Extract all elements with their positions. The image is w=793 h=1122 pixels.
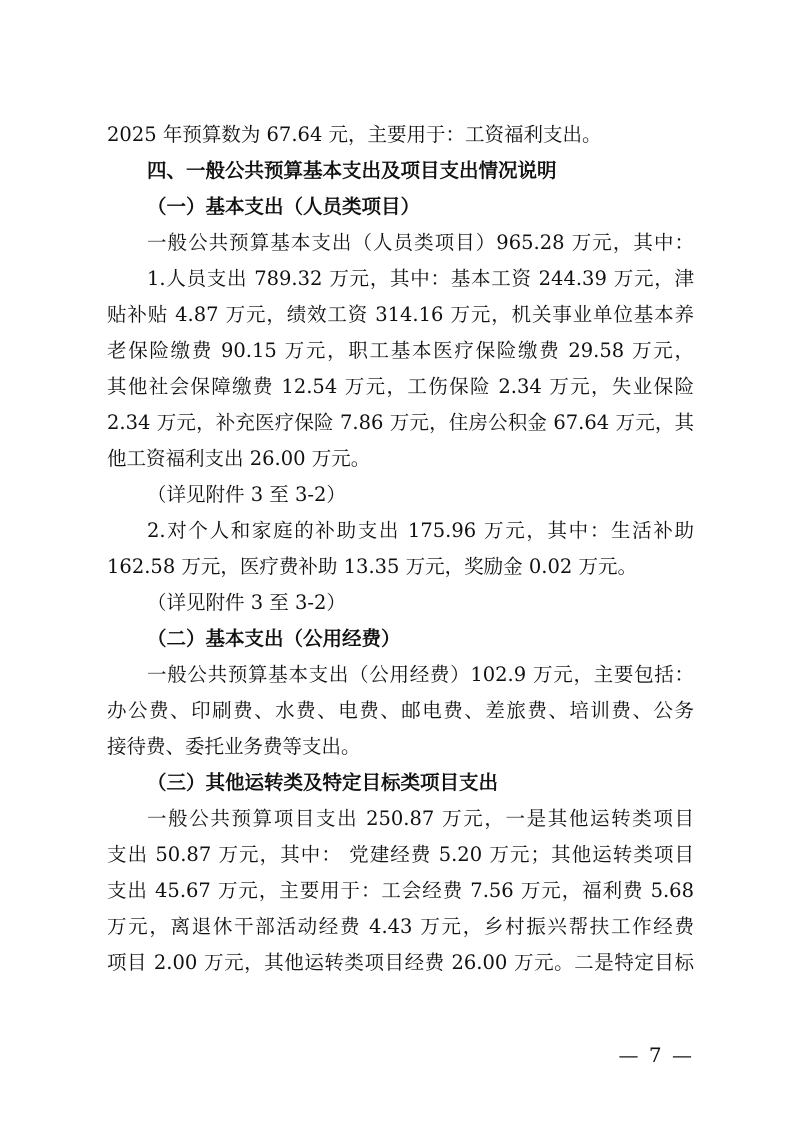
- paragraph-line: 一般公共预算基本支出（人员类项目）965.28 万元，其中：: [147, 231, 694, 254]
- page-number: — 7 —: [618, 1043, 694, 1067]
- paragraph-line: 2.34 万元，补充医疗保险 7.86 万元，住房公积金 67.64 万元，其: [107, 411, 694, 434]
- paragraph-line: 项目 2.00 万元，其他运转类项目经费 26.00 万元。二是特定目标: [107, 951, 694, 974]
- document-body: [107, 117, 694, 981]
- paragraph-line: 一般公共预算基本支出（公用经费）102.9 万元，主要包括：: [147, 663, 694, 686]
- paragraph-line: 支出 45.67 万元，主要用于：工会经费 7.56 万元，福利费 5.68: [107, 879, 694, 902]
- section-heading: 四、一般公共预算基本支出及项目支出情况说明: [147, 159, 557, 182]
- paragraph-line: 他工资福利支出 26.00 万元。: [107, 447, 371, 470]
- paragraph-line: 老保险缴费 90.15 万元，职工基本医疗保险缴费 29.58 万元，: [107, 339, 694, 362]
- reference-note: （详见附件 3 至 3-2）: [147, 483, 346, 506]
- paragraph-line: 贴补贴 4.87 万元，绩效工资 314.16 万元，机关事业单位基本养: [107, 303, 694, 326]
- paragraph-line: 办公费、印刷费、水费、电费、邮电费、差旅费、培训费、公务: [107, 699, 694, 722]
- paragraph-line: 接待费、委托业务费等支出。: [107, 735, 361, 758]
- paragraph-line: 支出 50.87 万元，其中： 党建经费 5.20 万元；其他运转类项目: [107, 843, 694, 866]
- paragraph-line: 1.人员支出 789.32 万元，其中：基本工资 244.39 万元，津: [147, 267, 694, 290]
- paragraph-line: 万元，离退休干部活动经费 4.43 万元，乡村振兴帮扶工作经费: [107, 915, 694, 938]
- paragraph-line: 2.对个人和家庭的补助支出 175.96 万元，其中：生活补助: [147, 519, 694, 542]
- paragraph-line: 2025 年预算数为 67.64 元，主要用于：工资福利支出。: [107, 123, 602, 146]
- paragraph-line: 162.58 万元，医疗费补助 13.35 万元，奖励金 0.02 万元。: [107, 555, 637, 578]
- paragraph-line: 其他社会保障缴费 12.54 万元，工伤保险 2.34 万元，失业保险: [107, 375, 694, 398]
- paragraph-line: 一般公共预算项目支出 250.87 万元，一是其他运转类项目: [147, 807, 694, 830]
- subsection-heading: （二）基本支出（公用经费）: [147, 627, 401, 650]
- subsection-heading: （一）基本支出（人员类项目）: [147, 195, 421, 218]
- reference-note: （详见附件 3 至 3-2）: [147, 591, 346, 614]
- subsection-heading: （三）其他运转类及特定目标类项目支出: [147, 771, 499, 794]
